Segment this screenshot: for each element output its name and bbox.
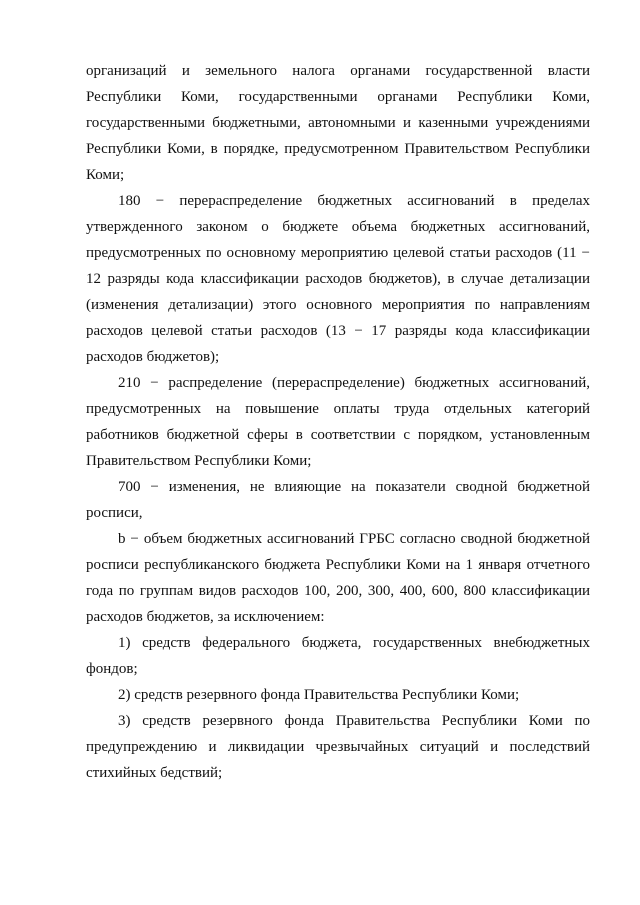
paragraph-item-3: 3) средств резервного фонда Правительства Республики Коми по предупреждению и ликвидации чрезвычайных ситуаций и последствий стихийных бедствий; [86, 713, 590, 781]
paragraph-180: 180 − перераспределение бюджетных ассигнований в пределах утвержденного законом о бюджете объема бюджетных ассигнований, предусмотренных по основному мероприятию целевой статьи расходов (11 − 12 разряды кода классификации расходов бюджетов), в случае детализации (изменения детализации) этого основного мероприятия по направлениям расходов целевой статьи расходов (13 − 17 разряды кода классификации расходов бюджетов); [86, 193, 590, 365]
document-body [86, 58, 590, 786]
paragraph-700: 700 − изменения, не влияющие на показатели сводной бюджетной росписи, [86, 479, 590, 521]
paragraph-continuation: организаций и земельного налога органами государственной власти Республики Коми, государственными органами Республики Коми, государственными бюджетными, автономными и казенными учреждениями Республики Коми, в порядке, предусмотренном Правительством Республики Коми; [86, 63, 590, 183]
paragraph-item-2: 2) средств резервного фонда Правительства Республики Коми; [118, 687, 520, 703]
paragraph-210: 210 − распределение (перераспределение) бюджетных ассигнований, предусмотренных на повышение оплаты труда отдельных категорий работников бюджетной сферы в соответствии с порядком, установленным Правительством Республики Коми; [86, 375, 590, 469]
paragraph-item-1: 1) средств федерального бюджета, государственных внебюджетных фондов; [86, 635, 590, 677]
paragraph-b: b − объем бюджетных ассигнований ГРБС согласно сводной бюджетной росписи республиканского бюджета Республики Коми на 1 января отчетного года по группам видов расходов 100, 200, 300, 400, 600, 800 классификации расходов бюджетов, за исключением: [86, 531, 590, 625]
